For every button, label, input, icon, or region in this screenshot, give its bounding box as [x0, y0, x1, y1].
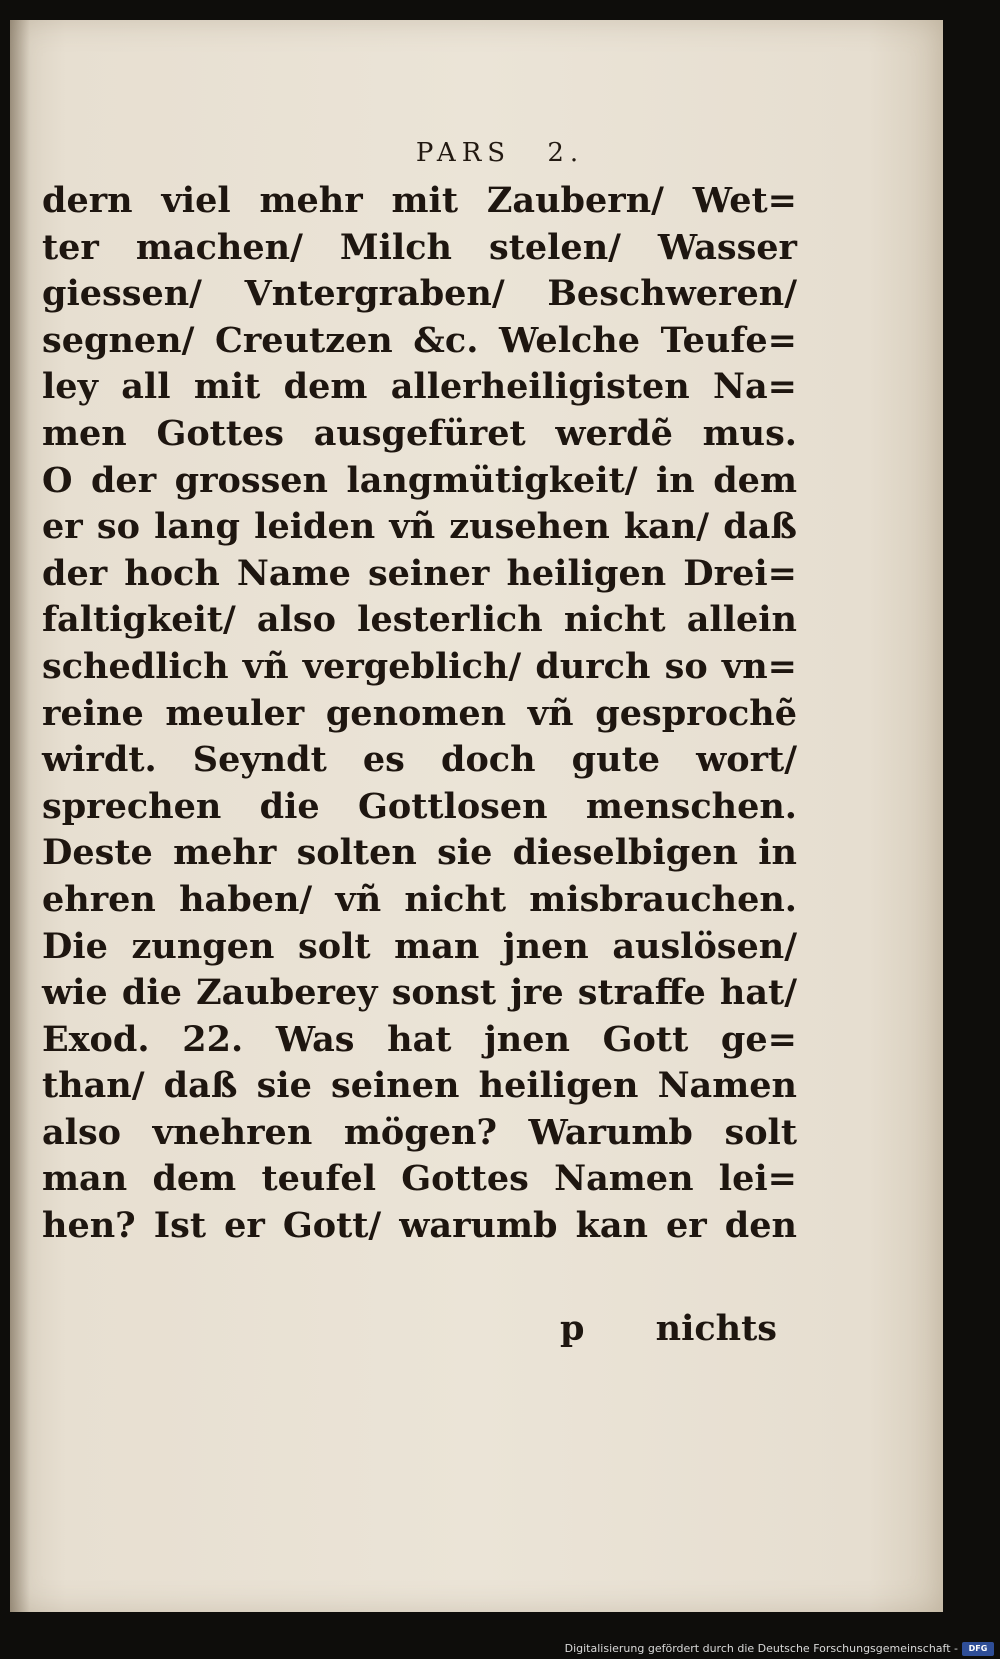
- text-line: also vnehren mögen? Warumb solt: [42, 1111, 797, 1153]
- text-line: dern viel mehr mit Zaubern/ Wet=: [42, 180, 797, 221]
- text-line: reine meuler genomen vñ gesprochẽ: [42, 692, 797, 734]
- text-line: men Gottes ausgefüret werdẽ mus.: [42, 412, 797, 454]
- text-line: ehren haben/ vñ nicht misbrauchen.: [42, 878, 797, 920]
- catch-line: [42, 1308, 797, 1354]
- text-line: segnen/ Creutzen &c. Welche Teufe=: [42, 319, 797, 361]
- catchword: nichts: [655, 1308, 777, 1349]
- text-line: than/ daß sie seinen heiligen Namen: [42, 1065, 797, 1107]
- text-line: sprechen die Gottlosen menschen.: [42, 785, 797, 827]
- funding-credit: Digitalisierung gefördert durch die Deutsche Forschungsgemeinschaft -: [564, 1642, 958, 1655]
- text-line: faltigkeit/ also lesterlich nicht allein: [42, 599, 797, 641]
- signature-mark: p: [560, 1308, 585, 1349]
- text-line: man dem teufel Gottes Namen lei=: [42, 1158, 797, 1200]
- running-head-label: PARS: [415, 138, 512, 168]
- body-text: [42, 178, 797, 1250]
- dfg-logo: DFG: [962, 1642, 994, 1656]
- text-line: Exod. 22. Was hat jnen Gott ge=: [42, 1018, 797, 1060]
- text-line: wirdt. Seyndt es doch gute wort/: [42, 739, 797, 781]
- text-line: hen? Ist er Gott/ warumb kan er den: [42, 1205, 797, 1247]
- footer-bar: [0, 1637, 1000, 1659]
- text-line: Deste mehr solten sie dieselbigen in: [42, 832, 797, 874]
- text-line: Die zungen solt man jnen auslösen/: [42, 925, 797, 967]
- text-line: giessen/ Vntergraben/ Beschweren/: [42, 273, 797, 315]
- running-head-number: 2.: [547, 138, 585, 168]
- page-gutter-shadow: [10, 20, 30, 1612]
- text-line: der hoch Name seiner heiligen Drei=: [42, 552, 797, 594]
- text-line: ley all mit dem allerheiligisten Na=: [42, 366, 797, 408]
- text-line: er so lang leiden vñ zusehen kan/ daß: [42, 506, 797, 548]
- running-head: [0, 138, 1000, 168]
- text-line: wie die Zauberey sonst jre straffe hat/: [42, 972, 797, 1014]
- text-line: O der grossen langmütigkeit/ in dem: [42, 459, 797, 501]
- text-line: ter machen/ Milch stelen/ Wasser: [42, 226, 797, 268]
- text-line: schedlich vñ vergeblich/ durch so vn=: [42, 645, 797, 687]
